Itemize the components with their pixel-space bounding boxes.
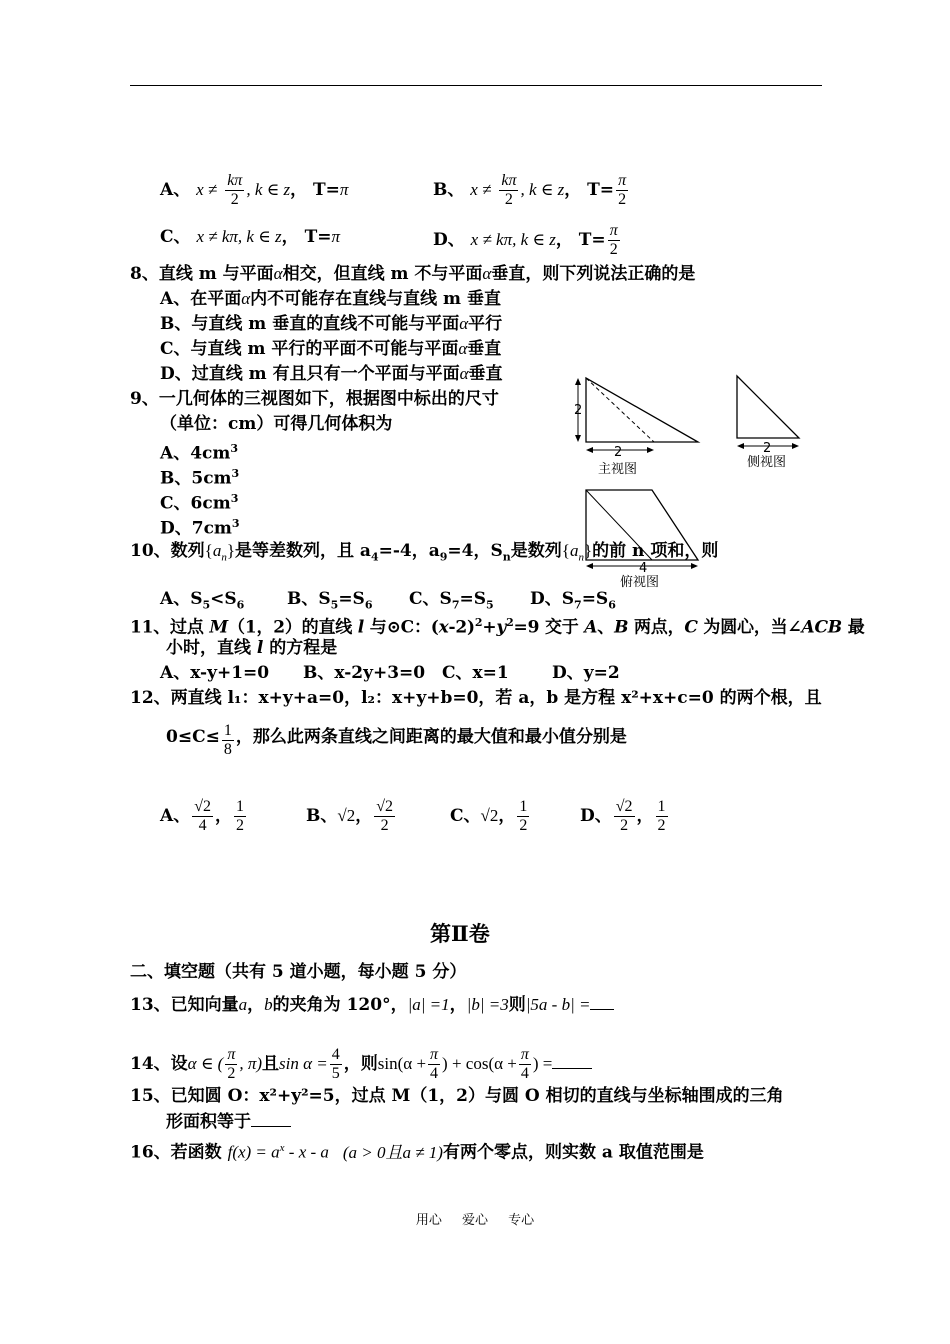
q8-option-c: C、与直线 m 平行的平面不可能与平面α垂直 — [160, 339, 502, 359]
q12-option-c: C、√2， $\frac{1}{2}$ — [450, 798, 528, 834]
q7-option-d: D、 x ≠ kπ, k ∈ z， T= $\frac{\pi}{2}$ — [433, 222, 618, 258]
front-width-label: 2 — [614, 445, 623, 460]
q9-option-a: A、$4cm^3$ — [160, 442, 239, 464]
q7-option-a: A、 x ≠ $\frac{k\pi}{2}$ , k ∈ z， T=π — [160, 172, 349, 208]
front-view-label: 主视图 — [598, 462, 638, 477]
front-height-label: 2 — [574, 403, 583, 418]
q9-option-b: B、$5cm^3$ — [160, 467, 240, 489]
q16: 16、若函数 $f(x) = a^x - x - a$ (a > 0且a ≠ 1)有两个零点，则实数 a 取值范围是 — [130, 1142, 704, 1163]
q8-option-a: A、在平面α内不可能存在直线与直线 m 垂直 — [160, 289, 501, 309]
q15-answer-blank[interactable] — [251, 1110, 291, 1127]
header-rule — [130, 85, 822, 86]
q9-option-c: C、$6cm^3$ — [160, 492, 239, 514]
q12-option-d: D、 $\frac{√2}{2}$ ， $\frac{1}{2}$ — [580, 798, 666, 834]
q7-option-c: C、 x ≠ kπ, k ∈ z， T=π — [160, 227, 340, 247]
q15-line2: 形面积等于 — [166, 1110, 291, 1133]
q8-option-b: B、与直线 m 垂直的直线不可能与平面α平行 — [160, 314, 503, 334]
q10-option-d: D、$S_7=S_6$ — [530, 589, 616, 612]
side-view-label: 侧视图 — [747, 455, 787, 470]
top-view-label: 俯视图 — [620, 575, 660, 590]
section-title: 第Ⅱ卷 — [430, 921, 490, 946]
q12-stem-line1: 12、两直线 l₁：x+y+a=0，l₂：x+y+b=0，若 a，b 是方程 x²+x+c=0 的两个根，且 — [130, 688, 822, 708]
q13-answer-blank[interactable] — [590, 1009, 614, 1010]
q10-option-c: C、$S_7=S_5$ — [409, 589, 494, 612]
q10-option-b: B、$S_5=S_6$ — [287, 589, 373, 612]
q10-option-a: A、$S_5<S_6$ — [160, 589, 245, 612]
q9-stem-line1: 9、一几何体的三视图如下，根据图中标出的尺寸 — [130, 389, 499, 409]
q11-option-a: A、x-y+1=0 — [160, 663, 270, 683]
q12-option-a: A、 $\frac{√2}{4}$ ， $\frac{1}{2}$ — [160, 798, 244, 834]
front-view — [574, 378, 698, 477]
side-width-label: 2 — [763, 441, 772, 456]
q14-answer-blank[interactable] — [552, 1068, 592, 1069]
page-footer: 用心 爱心 专心 — [415, 1213, 535, 1228]
q12-stem-line2: 0≤C≤ $\frac{1}{8}$ ，那么此两条直线之间距离的最大值和最小值分别是 — [166, 722, 627, 758]
q15-line1: 15、已知圆 O：x²+y²=5，过点 M（1，2）与圆 O 相切的直线与坐标轴围成的三角 — [130, 1086, 784, 1106]
top-width-label: 4 — [639, 561, 648, 576]
q11-option-c: C、x=1 — [442, 663, 509, 683]
q14: 14、设α ∈ ( $\frac{\pi}{2}$ , π)且sin α = $\frac{4}{5}$ ，则sin(α + $\frac{\pi}{4}$ ) + cos(α + $\frac{\pi}{4}$ ) = — [130, 1046, 592, 1083]
q10-stem: 10、数列$\{a_n\}$是等差数列，且 $a_4=-4$，$a_9=4$，$S_n$是数列$\{a_n\}$的前 n 项和，则 — [130, 541, 719, 564]
q9-stem-line2: （单位：cm）可得几何体积为 — [160, 414, 393, 434]
q12-option-b: B、√2， $\frac{√2}{2}$ — [306, 798, 393, 834]
q8-stem: 8、直线 m 与平面α相交，但直线 m 不与平面α垂直，则下列说法正确的是 — [130, 264, 696, 284]
q11-stem-line1: 11、过点 M（1，2）的直线 l 与⊙C：$(x-2)^2+y^2=9$ 交于 A、B 两点，C 为圆心，当∠ACB 最 — [130, 616, 865, 638]
q8-option-d: D、过直线 m 有且只有一个平面与平面α垂直 — [160, 364, 503, 384]
q7-option-b: B、 x ≠ $\frac{k\pi}{2}$ , k ∈ z， T= $\frac{\pi}{2}$ — [433, 172, 627, 208]
part2-header: 二、填空题（共有 5 道小题，每小题 5 分） — [130, 962, 467, 982]
q9-option-d: D、$7cm^3$ — [160, 517, 240, 539]
q11-stem-line2: 小时，直线 l 的方程是 — [166, 638, 338, 658]
side-view — [737, 376, 799, 470]
q11-option-b: B、x-2y+3=0 — [303, 663, 426, 683]
q13: 13、已知向量a，b的夹角为 120°，|a| =1，|b| =3则|5a - b| = — [130, 994, 614, 1016]
q11-option-d: D、y=2 — [552, 663, 620, 683]
